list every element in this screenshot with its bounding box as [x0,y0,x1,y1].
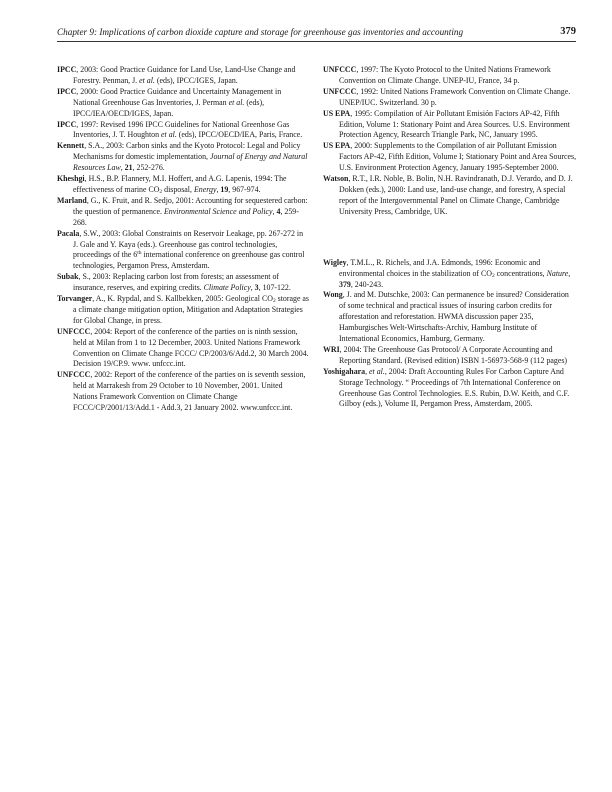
reference-item: Kennett, S.A., 2003: Carbon sinks and the Kyoto Protocol: Legal and Policy Mechanisms for domestic implementation, Journal of Energy and Natural Resources Law, 21, 252-276. [57,141,308,173]
reference-item: WRI, 2004: The Greenhouse Gas Protocol/ A Corporate Accounting and Reporting Standard. (Revised edition) ISBN 1-56973-568-9 (112 pages) [323,344,568,365]
reference-item: US EPA, 2000: Supplements to the Compilation of air Pollutant Emission Factors AP-42, Fifth Edition, Volume I; Stationary Point and Area Sources, U.S. Environment Protection Agency, January 1995-September 2000. [323,141,577,173]
reference-item: Pacala, S.W., 2003: Global Constraints on Reservoir Leakage, pp. 267-272 in J. Gale and Y. Kaya (eds.). Greenhouse gas control technologies, proceedings of the 6th international conference on greenhouse gas control technologies, Pergamon Press, Amsterdam. [57,228,305,271]
reference-item: UNFCCC, 1997: The Kyoto Protocol to the United Nations Framework Convention on Climate Change. UNEP-IU, France, 34 p. [323,65,551,85]
page-header [57,27,576,43]
reference-item: Subak, S., 2003: Replacing carbon lost from forests; an assessment of insurance, reserves, and expiring credits. Climate Policy, 3, 107-122. [57,272,291,293]
reference-item: IPCC, 2003: Good Practice Guidance for Land Use, Land-Use Change and Forestry. Penman, J. et al. (eds), IPCC/IGES, Japan. [57,65,296,85]
reference-item: Yoshigahara, et al., 2004: Draft Accounting Rules For Carbon Capture And Storage Technology. “ Proceedings of 7th International Conference on Greenhouse Gas Control Technologies. E.S. Rubin, D.W. Keith, and C.F. Gilboy (eds.), Volume II, Pergamon Press, Amsterdam, 2005. [323,366,570,409]
references-left-column [57,65,309,414]
chapter-title: Chapter 9: Implications of carbon dioxide capture and storage for greenhouse gas inventories and accounting [57,27,464,37]
reference-item: UNFCCC, 2004: Report of the conference of the parties on is ninth session, held at Milan from 1 to 12 December, 2003. United Nations Framework Convention on Climate Change FCCC/ CP/2003/6/Add.2, 30 March 2004. Decision 19/CP.9. www. unfccc.int. [57,326,309,369]
reference-item: UNFCCC, 1992: United Nations Framework Convention on Climate Change. UNEP/IUC. Switzerland. 30 p. [323,86,571,107]
references-right-column [323,65,577,410]
reference-item: US EPA, 1995: Compilation of Air Pollutant Emisión Factors AP-42, Fifth Edition, Volume 1: Stationary Point and Area Sources. U.S. Environment Protection Agency, Research Triangle Park, NC, January 1995. [323,108,570,140]
reference-item: Kheshgi, H.S., B.P. Flannery, M.I. Hoffert, and A.G. Lapenis, 1994: The effectiveness of marine $CO_2$ disposal, Energy, 19, 967-974. [57,174,287,195]
reference-item: UNFCCC, 2002: Report of the conference of the parties on is seventh session, held at Marrakesh from 29 October to 10 November, 2001. United Nations Framework Convention on Climate Change FCCC/CP/2001/13/Add.1 - Add.3, 21 January 2002. www.unfccc.int. [57,370,306,413]
reference-item: Marland, G., K. Fruit, and R. Sedjo, 2001: Accounting for sequestered carbon: the question of permanence. Environmental Science and Policy, 4, 259-268. [57,195,308,227]
reference-item: IPCC, 1997: Revised 1996 IPCC Guidelines for National Greenhose Gas Inventories, J. T. Houghton et al. (eds), IPCC/OECD/IEA, Paris, France. [57,119,303,140]
header-rule [57,41,576,42]
reference-item: Watson, R.T., I.R. Noble, B. Bolin, N.H. Ravindranath, D.J. Verardo, and D. J. Dokken (eds.), 2000: Land use, land-use change, and forestry, A special report of the Intergovernmental Panel on Climate Change, Cambridge University Press, Cambridge, UK. [323,174,573,216]
page-number: 379 [560,26,576,37]
reference-item: IPCC, 2000: Good Practice Guidance and Uncertainty Management in National Greenhouse Gas Inventories, J. Perman et al. (eds), IPCC/IEA/OECD/IGES, Japan. [57,86,282,118]
reference-item: Wigley, T.M.L., R. Richels, and J.A. Edmonds, 1996: Economic and environmental choices in the stabilization of $CO_2$ concentrations, Nature, 379, 240-243. [323,257,571,289]
reference-item: Wong, J. and M. Dutschke, 2003: Can permanence be insured? Consideration of some technical and practical issues of insuring carbon credits for afforestation and reforestation. HWMA discussion paper 235, Hamburgisches Welt-Wirtschafts-Archiv, Hamburg Institute of International Economics, Hamburg, Germany. [323,290,569,344]
reference-item: Torvanger, A., K. Rypdal, and S. Kallbekken, 2005: Geological $CO_2$ storage as a climate change mitigation option, Mitigation and Adaptation Strategies for Global Change, in press. [57,294,309,325]
